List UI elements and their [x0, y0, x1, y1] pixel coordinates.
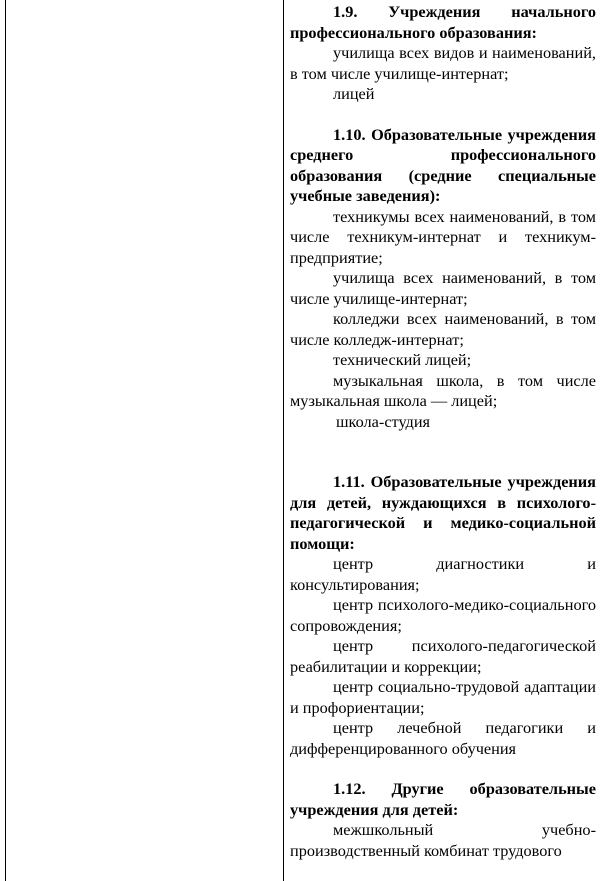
list-item: техникумы всех наименований, в том числе техникум-интернат и техникум-предприятие;	[290, 206, 596, 267]
list-item: лицей	[333, 84, 375, 103]
section-heading: 1.10. Образовательные учреждения среднего профессионального образования (средние специальные учебные заведения):	[290, 124, 596, 205]
list-item: колледжи всех наименований, в том числе колледж-интернат;	[290, 309, 596, 349]
section-1-10	[290, 125, 596, 433]
section-heading: 1.12. Другие образовательные учреждения для детей:	[290, 779, 596, 819]
section-heading: 1.11. Образовательные учреждения для детей, нуждающихся в психолого-педагогической и медико-социальной помощи:	[290, 472, 596, 553]
section-heading: 1.9. Учреждения начального профессионального образования:	[290, 2, 596, 42]
spacer	[290, 432, 596, 472]
spacer	[290, 105, 596, 125]
list-item: училища всех видов и наименований, в том числе училище-интернат;	[290, 43, 596, 83]
list-item: центр психолого-медико-социального сопровождения;	[290, 595, 596, 635]
list-item: училища всех наименований, в том числе училище-интернат;	[290, 268, 596, 308]
list-item: школа-студия	[336, 411, 431, 431]
list-item: центр психолого-педагогической реабилитации и коррекции;	[290, 636, 596, 676]
section-1-12	[290, 779, 596, 861]
list-item: межшкольный учебно-производственный комбинат трудового	[290, 820, 596, 860]
list-item: центр диагностики и консультирования;	[290, 554, 596, 594]
table-left-border	[5, 0, 6, 881]
section-1-11	[290, 472, 596, 759]
table-column-divider	[283, 0, 284, 881]
list-item: музыкальная школа, в том числе музыкальная школа — лицей;	[290, 370, 596, 410]
list-item: центр социально-трудовой адаптации и профориентации;	[290, 677, 596, 717]
document-text-column	[290, 2, 596, 861]
section-1-9	[290, 2, 596, 105]
list-item: центр лечебной педагогики и дифференцированного обучения	[290, 718, 596, 758]
spacer	[290, 759, 596, 779]
list-item: технический лицей;	[333, 350, 472, 369]
